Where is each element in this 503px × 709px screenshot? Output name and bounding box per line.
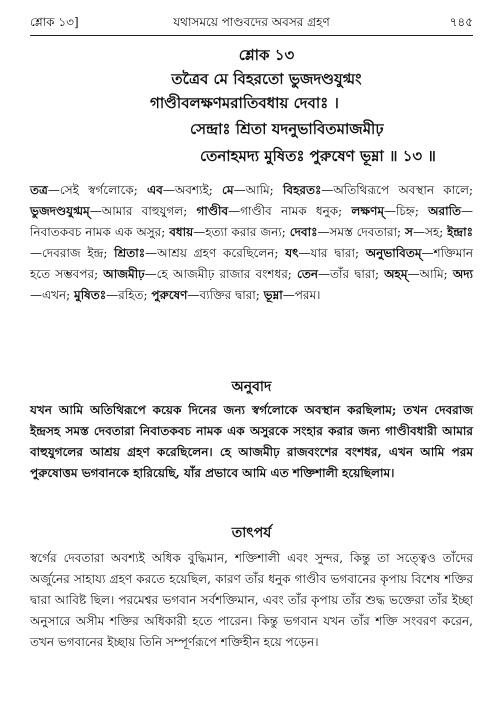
translation-heading: অনুবাদ [231,379,272,395]
page-number: ৭৪৫ [449,15,473,29]
synonym-word: দেবাঃ [289,225,318,239]
synonym-meaning: যার দ্বারা; [310,246,366,260]
synonym-meaning: আমি; [245,183,283,197]
translation-text: যখন আমি অতিথিরূপে কয়েক দিনের জন্য স্বর্গলোকে অবস্থান করছিলাম; তখন দেবরাজ ইন্দ্রসহ সমস্ত দেবতারা নিবাতকবচ নামক এক অসুরকে সংহার করার জন্য গাণ্ডীবধারী আমার বাহুযুগলের আশ্রয় গ্রহণ করেছিলেন। হে আজমীঢ় রাজবংশের বংশধর, এখন আমি পরম পুরুষোত্তম ভগবানকে হারিয়েছি, যাঁর প্রভাবে আমি এত শক্তিশালী হয়েছিলাম। [30,403,473,480]
verse-line-2: গাণ্ডীবলক্ষণমরাতিবধায় দেবাঃ । [150,94,339,112]
synonym-meaning: হত্যা করার জন্য; [205,225,290,239]
translation [30,400,473,484]
synonym-meaning: শক্তিমান হতে সম্ভবপর; [30,246,473,281]
purport-heading: তাৎপর্য [231,525,272,541]
header-chapter-title: যথাসময়ে পাণ্ডবদের অবসর গ্রহণ [173,15,330,29]
synonym-meaning: আশ্রয় গ্রহণ করেছিলেন; [157,246,286,260]
synonym-word: বিহরতঃ [282,183,322,197]
synonym-word: স [405,225,413,239]
synonym-word: অনুভাবিতম্ [365,246,422,260]
synonym-meaning: আমি; [419,267,453,281]
synonym-word: তেন [297,267,319,281]
synonym-word: মে [222,183,234,197]
synonym-word: বধায় [169,225,194,239]
purport [30,548,473,653]
synonym-meaning: তাঁর দ্বারা; [330,267,385,281]
synonym-word: শ্রিতাঃ [114,246,146,260]
synonym-word: লক্ষণম্ [351,204,384,218]
synonyms-paragraph: তত্র—সেই স্বর্গলোকে; এব—অবশ্যই; মে—আমি; বিহরতঃ—অতিথিরূপে অবস্থান কালে; ভুজদণ্ডযুগ্মম্—আমার বাহুযুগল; গাণ্ডীব—গাণ্ডীব নামক ধনুক; লক্ষণম্—চিহ্ন; অরাতি—নিবাতকবচ নামক এক অসুর; বধায়—হত্যা করার জন্য; দেবাঃ—সমস্ত দেবতারা; স—সহ; ইন্দ্রাঃ—দেবরাজ ইন্দ্র; শ্রিতাঃ—আশ্রয় গ্রহণ করেছিলেন; যৎ—যার দ্বারা; অনুভাবিতম্—শক্তিমান হতে সম্ভবপর; আজমীঢ়—হে আজমীঢ় রাজার বংশধর; তেন—তাঁর দ্বারা; অহম্—আমি; অদ্য—এখন; মুষিতঃ—রহিত; পুরুষেণ—ব্যক্তির দ্বারা; ভূম্না—পরম। [30,183,474,302]
synonym-meaning: নিবাতকবচ নামক এক অসুর; [30,225,170,239]
synonym-meaning: সহ; [424,225,448,239]
synonym-meaning: সেই স্বর্গলোকে; [59,183,148,197]
synonyms [30,180,473,306]
purport-text: স্বর্গের দেবতারা অবশ্যই অধিক বুদ্ধিমান, শক্তিশালী এবং সুন্দর, কিন্তু তা সত্ত্বেও তাঁদের অর্জুনের সাহায্য গ্রহণ করতে হয়েছিল, কারণ তাঁর ধনুক গাণ্ডীব ভগবানের কৃপায় বিশেষ শক্তির দ্বারা আবিষ্ট ছিল। পরমেশ্বর ভগবান সর্বশক্তিমান, এবং তাঁর কৃপায় তাঁর শুদ্ধ ভক্তেরা তাঁর ইচ্ছা অনুসারে অসীম শক্তির অধিকারী হতে পারেন। কিন্তু ভগবান যখন তাঁর শক্তি সংবরণ করেন, তখন ভগবানের ইচ্ছায় তিনি সম্পূর্ণরূপে শক্তিহীন হয়ে পড়েন। [30,551,473,649]
synonym-word: আজমীঢ় [103,267,145,281]
synonym-meaning: রহিত; [118,288,152,302]
header-verse-ref: শ্লোক ১৩] [30,15,79,29]
synonym-meaning: পরম। [294,288,321,302]
verse-title: শ্লোক ১৩ [238,46,295,64]
synonym-word: অরাতি [428,204,462,218]
running-header [30,14,473,34]
synonym-meaning: চিহ্ন; [396,204,429,218]
synonym-word: ভূম্না [263,288,283,302]
synonym-word: পুরুষেণ [151,288,188,302]
synonym-meaning: হে আজমীঢ় রাজার বংশধর; [156,267,297,281]
synonym-word: মুষিতঃ [74,288,107,302]
synonym-meaning: দেবরাজ ইন্দ্র; [42,246,115,260]
synonym-word: অহম্ [384,267,408,281]
synonym-meaning: সমস্ত দেবতারা; [329,225,406,239]
synonym-meaning: এখন; [42,288,75,302]
synonym-word: যৎ [285,246,299,260]
verse-line-3: সেন্দ্রাঃ শ্রিতা যদনুভাবিতমাজমীঢ় [190,120,384,138]
synonym-word: এব [147,183,163,197]
synonym-word: গাণ্ডীব [196,204,229,218]
synonym-word: ইন্দ্রাঃ [447,225,473,239]
verse-line-4: তেনাহমদ্য মুষিতঃ পুরুষেণ ভূম্না ॥ ১৩ ॥ [200,147,436,165]
synonym-word: ভুজদণ্ডযুগ্মম্ [30,204,90,218]
synonym-meaning: অতিথিরূপে অবস্থান কালে; [333,183,473,197]
synonym-word: তত্র [30,183,48,197]
synonym-meaning: গাণ্ডীব নামক ধনুক; [240,204,352,218]
synonym-meaning: আমার বাহুযুগল; [101,204,197,218]
verse-line-1: তত্রৈব মে বিহরতো ভুজদণ্ডযুগ্মং [171,70,362,88]
synonym-meaning: অবশ্যই; [174,183,223,197]
synonym-word: অদ্য [452,267,473,281]
header-rule [30,35,473,36]
synonym-meaning: ব্যক্তির দ্বারা; [199,288,264,302]
